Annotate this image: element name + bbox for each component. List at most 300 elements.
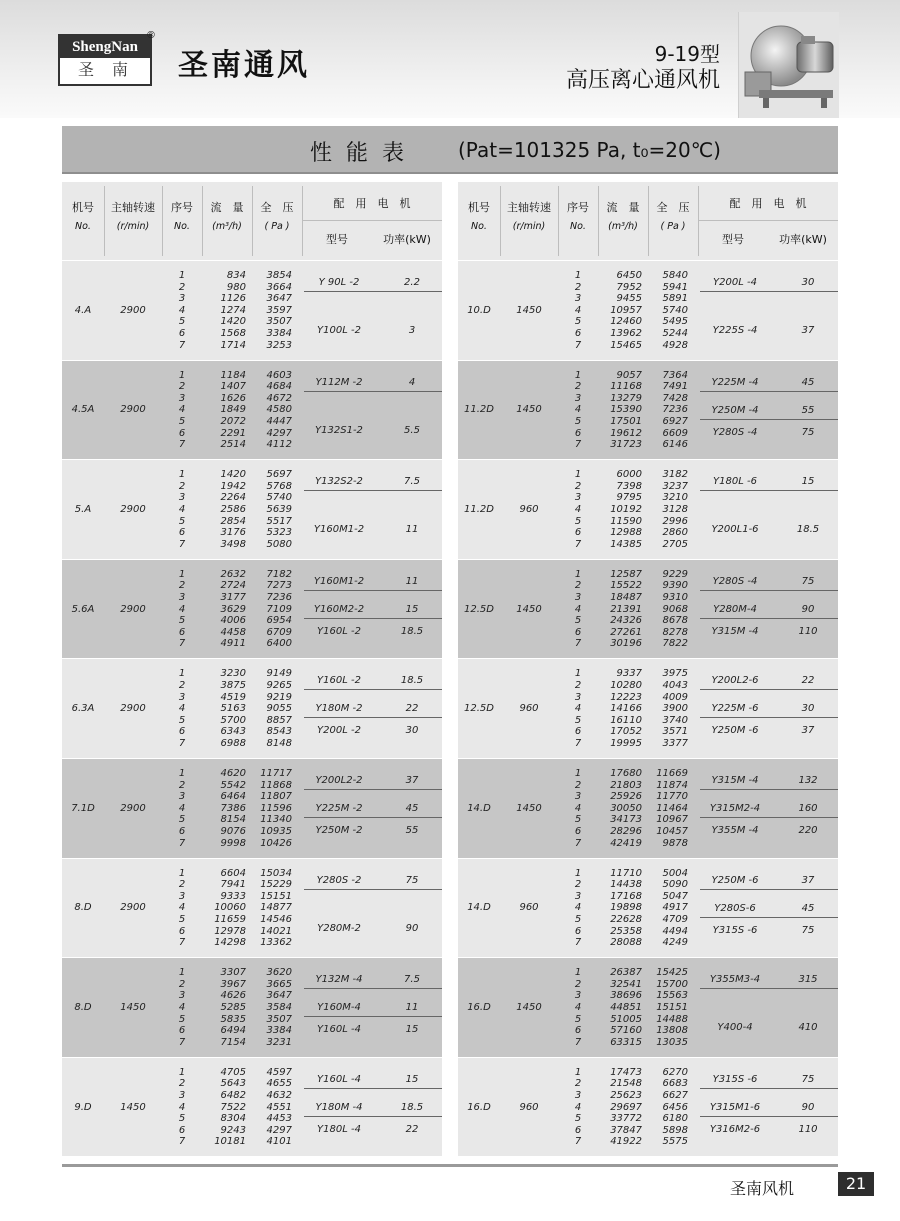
motor-divider [700, 1116, 838, 1117]
pressure-value: 7273 [266, 580, 292, 592]
motor-power: 18.5 [796, 524, 820, 536]
flow-value: 44851 [610, 1001, 642, 1013]
fan-product-image [738, 12, 839, 118]
motor-divider [700, 618, 838, 619]
seq-value: 2 [178, 679, 186, 691]
performance-table-title [62, 126, 838, 174]
seq-value: 2 [574, 480, 582, 492]
flow-value: 13279 [610, 392, 642, 404]
seq-value: 2 [574, 1078, 582, 1090]
flow-value: 1714 [220, 339, 246, 351]
flow-value: 24326 [610, 615, 642, 627]
shaft-speed: 960 [519, 902, 539, 914]
seq-column [570, 768, 586, 849]
pressure-column [258, 768, 292, 849]
seq-value: 4 [574, 404, 582, 416]
seq-value: 7 [574, 937, 582, 949]
seq-value: 2 [574, 779, 582, 791]
header-flow: 流 量 (m³/h) [606, 201, 640, 232]
flow-value: 2264 [220, 492, 246, 504]
seq-column [174, 270, 190, 351]
pressure-value: 5517 [266, 515, 292, 527]
registered-mark: ® [146, 30, 156, 41]
seq-value: 4 [574, 1101, 582, 1113]
pressure-value: 4249 [662, 937, 688, 949]
pressure-value: 5090 [662, 879, 688, 891]
flow-value: 1568 [220, 327, 246, 339]
motor-power: 37 [801, 874, 815, 886]
shaft-speed: 1450 [516, 304, 542, 316]
shaft-speed: 2900 [120, 503, 146, 515]
motor-power: 90 [801, 1101, 815, 1113]
seq-value: 5 [178, 316, 186, 328]
pressure-value: 3210 [662, 492, 688, 504]
motor-divider [304, 490, 442, 491]
seq-value: 6 [574, 726, 582, 738]
seq-column [174, 569, 190, 650]
flow-value: 4620 [220, 768, 246, 779]
pressure-value: 3854 [266, 270, 292, 281]
flow-value: 8154 [220, 814, 246, 826]
motor-row [700, 673, 838, 693]
pressure-value: 3647 [266, 990, 292, 1002]
pressure-column [258, 370, 292, 451]
flow-value: 4006 [220, 615, 246, 627]
flow-value: 4911 [220, 638, 246, 650]
flow-value: 26387 [610, 967, 642, 979]
machine-no: 4.5A [71, 404, 95, 416]
motor-power: 55 [801, 404, 815, 416]
motor-row [304, 275, 442, 295]
seq-value: 7 [574, 638, 582, 650]
flow-value: 4705 [220, 1066, 246, 1078]
flow-value: 12587 [610, 568, 642, 580]
machine-no: 16.D [467, 1101, 491, 1113]
motor-power: 37 [801, 325, 815, 336]
motor-model: Y200L2-2 [315, 775, 363, 786]
motor-divider [304, 1088, 442, 1089]
seq-value: 5 [178, 913, 186, 925]
seq-value: 5 [574, 714, 582, 726]
pressure-value: 4101 [266, 1136, 292, 1148]
motor-row [304, 921, 442, 941]
performance-table-right [458, 182, 838, 1157]
flow-column [202, 668, 246, 749]
motor-row [700, 972, 838, 992]
motor-model: Y225M -2 [315, 803, 363, 814]
pressure-value: 4672 [266, 392, 292, 404]
motor-model: Y315M -4 [711, 625, 759, 637]
shaft-speed: 1450 [516, 603, 542, 615]
flow-value: 10060 [214, 902, 246, 914]
motor-divider [304, 988, 442, 989]
machine-no: 8.D [74, 902, 92, 914]
motor-model: Y250M -2 [315, 825, 363, 836]
motor-power: 110 [798, 1123, 818, 1135]
pressure-value: 3571 [662, 726, 688, 738]
seq-value: 4 [178, 802, 186, 814]
flow-value: 11659 [214, 913, 246, 925]
seq-value: 1 [178, 668, 186, 680]
motor-row [304, 773, 442, 793]
flow-value: 41922 [610, 1136, 642, 1148]
motor-row [304, 972, 442, 992]
machine-no: 16.D [467, 1001, 491, 1013]
flow-value: 17052 [610, 726, 642, 738]
pressure-value: 15034 [260, 867, 292, 879]
motor-power: 30 [405, 725, 419, 737]
flow-column [202, 270, 246, 351]
flow-value: 18487 [610, 591, 642, 603]
seq-value: 4 [574, 703, 582, 715]
shaft-speed: 2900 [120, 802, 146, 814]
motor-model: Y355M3-4 [709, 974, 761, 986]
pressure-value: 7491 [662, 381, 688, 393]
pressure-value: 5639 [266, 503, 292, 515]
flow-value: 3498 [220, 538, 246, 550]
seq-value: 7 [178, 439, 186, 451]
pressure-column [654, 868, 688, 949]
pressure-value: 6609 [662, 427, 688, 439]
seq-value: 2 [574, 381, 582, 393]
pressure-value: 15151 [260, 890, 292, 902]
pressure-value: 6954 [266, 615, 292, 627]
seq-value: 7 [178, 1036, 186, 1048]
seq-value: 5 [178, 1113, 186, 1125]
seq-value: 6 [574, 427, 582, 439]
seq-value: 7 [178, 538, 186, 550]
seq-value: 6 [574, 1025, 582, 1037]
shaft-speed: 1450 [516, 1001, 542, 1013]
motor-model: Y200L -2 [317, 725, 361, 737]
flow-value: 37847 [610, 1124, 642, 1136]
pressure-value: 9390 [662, 580, 688, 592]
seq-value: 2 [178, 879, 186, 891]
flow-value: 7952 [616, 281, 642, 293]
seq-value: 3 [574, 492, 582, 504]
seq-value: 1 [178, 1066, 186, 1078]
seq-value: 3 [574, 392, 582, 404]
flow-value: 15522 [610, 580, 642, 592]
motor-divider [304, 391, 442, 392]
seq-value: 2 [574, 978, 582, 990]
seq-column [570, 469, 586, 550]
shaft-speed: 2900 [120, 703, 146, 715]
seq-column [570, 270, 586, 351]
flow-value: 5163 [220, 703, 246, 715]
seq-value: 4 [574, 503, 582, 515]
pressure-value: 4297 [266, 427, 292, 439]
seq-value: 2 [574, 879, 582, 891]
seq-value: 1 [178, 369, 186, 381]
seq-column [174, 868, 190, 949]
flow-value: 25623 [610, 1089, 642, 1101]
pressure-value: 8678 [662, 615, 688, 627]
pressure-value: 9219 [266, 691, 292, 703]
footer-divider [62, 1164, 838, 1167]
pressure-value: 11669 [656, 768, 688, 779]
shaft-speed: 2900 [120, 902, 146, 914]
flow-value: 1407 [220, 381, 246, 393]
flow-value: 3875 [220, 679, 246, 691]
motor-power: 4 [408, 376, 416, 388]
pressure-value: 5768 [266, 480, 292, 492]
flow-column [202, 569, 246, 650]
motor-power: 11 [405, 575, 419, 587]
performance-table-left [62, 182, 442, 1157]
flow-value: 17168 [610, 890, 642, 902]
seq-value: 7 [178, 937, 186, 949]
title-conditions: (Pat=101325 Pa, t₀=20℃) [458, 138, 721, 162]
seq-value: 5 [178, 814, 186, 826]
flow-column [202, 370, 246, 451]
seq-value: 6 [574, 327, 582, 339]
motor-divider [700, 490, 838, 491]
pressure-column [654, 1067, 688, 1148]
performance-group [62, 858, 442, 958]
page-number: 21 [838, 1172, 874, 1196]
flow-column [598, 569, 642, 650]
seq-column [570, 967, 586, 1048]
motor-model: Y160L -2 [317, 625, 361, 637]
seq-value: 6 [178, 1124, 186, 1136]
motor-power: 30 [801, 277, 815, 288]
seq-value: 1 [178, 867, 186, 879]
motor-divider [700, 917, 838, 918]
seq-column [570, 868, 586, 949]
motor-model: Y280S -2 [316, 874, 362, 886]
pressure-value: 4603 [266, 369, 292, 381]
motor-divider [304, 689, 442, 690]
motor-power: 75 [801, 1073, 815, 1085]
motor-power: 37 [405, 775, 419, 786]
performance-group [458, 559, 838, 659]
motor-power: 30 [801, 703, 815, 715]
flow-value: 1626 [220, 392, 246, 404]
pressure-value: 9310 [662, 591, 688, 603]
motor-power: 22 [801, 675, 815, 687]
seq-value: 1 [574, 668, 582, 680]
seq-value: 4 [178, 503, 186, 515]
performance-group [458, 858, 838, 958]
motor-model: Y315M -4 [711, 775, 759, 786]
flow-value: 38696 [610, 990, 642, 1002]
motor-model: Y132S1-2 [315, 424, 363, 436]
seq-value: 6 [178, 626, 186, 638]
motor-power: 22 [405, 703, 419, 715]
motor-row [304, 323, 442, 343]
motor-power: 75 [801, 924, 815, 936]
flow-value: 6464 [220, 791, 246, 803]
flow-value: 5285 [220, 1001, 246, 1013]
motor-row [700, 425, 838, 445]
flow-value: 12460 [610, 316, 642, 328]
seq-value: 3 [574, 293, 582, 305]
flow-value: 10280 [610, 679, 642, 691]
motor-model: Y160M1-2 [313, 524, 365, 536]
seq-value: 2 [178, 978, 186, 990]
machine-no: 9.D [74, 1101, 92, 1113]
pressure-value: 3975 [662, 668, 688, 680]
motor-model: Y200L2-6 [711, 675, 759, 687]
motor-model: Y200L1-6 [711, 524, 759, 536]
flow-value: 30196 [610, 638, 642, 650]
motor-power: 75 [801, 426, 815, 438]
motor-power: 132 [798, 775, 818, 786]
performance-group [62, 459, 442, 559]
flow-value: 21391 [610, 603, 642, 615]
performance-group [458, 957, 838, 1057]
flow-value: 9998 [220, 837, 246, 849]
flow-column [598, 868, 642, 949]
seq-value: 3 [178, 791, 186, 803]
pressure-value: 13808 [656, 1025, 688, 1037]
motor-row [700, 624, 838, 644]
flow-value: 2586 [220, 503, 246, 515]
performance-group [62, 559, 442, 659]
motor-power: 7.5 [404, 476, 420, 488]
flow-column [202, 868, 246, 949]
pressure-value: 9878 [662, 837, 688, 849]
pressure-value: 3664 [266, 281, 292, 293]
motor-divider [700, 717, 838, 718]
flow-column [202, 768, 246, 849]
seq-value: 4 [178, 603, 186, 615]
footer-company: 圣南风机 [730, 1179, 795, 1198]
flow-value: 28088 [610, 937, 642, 949]
seq-value: 6 [178, 527, 186, 539]
motor-divider [700, 789, 838, 790]
motor-row [700, 723, 838, 743]
machine-no: 11.2D [464, 404, 494, 416]
motor-model: Y315M1-6 [709, 1101, 761, 1113]
pressure-value: 5891 [662, 293, 688, 305]
machine-no: 14.D [467, 902, 491, 914]
header-pressure: 全 压 ( Pa ) [260, 201, 294, 232]
motor-model: Y316M2-6 [709, 1123, 761, 1135]
seq-value: 6 [178, 427, 186, 439]
motor-row [304, 873, 442, 893]
seq-value: 3 [178, 990, 186, 1002]
seq-value: 6 [178, 327, 186, 339]
seq-value: 1 [178, 967, 186, 979]
flow-value: 10181 [214, 1136, 246, 1148]
pressure-value: 5495 [662, 316, 688, 328]
flow-column [202, 1067, 246, 1148]
pressure-value: 9149 [266, 668, 292, 680]
motor-power: 90 [801, 603, 815, 615]
pressure-value: 11596 [260, 802, 292, 814]
pressure-value: 15229 [260, 879, 292, 891]
motor-divider [304, 817, 442, 818]
logo-chinese: 圣南 [77, 62, 146, 79]
motor-model: Y180L -6 [713, 476, 757, 488]
seq-value: 5 [178, 714, 186, 726]
motor-model: Y250M -4 [711, 404, 759, 416]
seq-value: 1 [178, 768, 186, 779]
flow-value: 11710 [610, 867, 642, 879]
seq-value: 6 [178, 825, 186, 837]
pressure-value: 4597 [266, 1066, 292, 1078]
flow-value: 16110 [610, 714, 642, 726]
seq-value: 5 [178, 515, 186, 527]
flow-value: 9337 [616, 668, 642, 680]
seq-value: 1 [574, 1066, 582, 1078]
pressure-value: 5898 [662, 1124, 688, 1136]
flow-value: 8304 [220, 1113, 246, 1125]
motor-power: 3 [408, 325, 416, 336]
motor-model: Y225S -4 [712, 325, 758, 336]
seq-value: 6 [178, 726, 186, 738]
pressure-value: 14877 [260, 902, 292, 914]
performance-group [458, 1057, 838, 1157]
flow-value: 11590 [610, 515, 642, 527]
brand-name: 圣南通风 [178, 48, 310, 83]
flow-column [202, 469, 246, 550]
flow-value: 12978 [214, 925, 246, 937]
seq-value: 6 [574, 925, 582, 937]
motor-model: Y160M2-2 [313, 603, 365, 615]
seq-value: 6 [574, 626, 582, 638]
motor-divider [304, 1016, 442, 1017]
motor-power: 45 [801, 902, 815, 914]
motor-model: Y250M -6 [711, 874, 759, 886]
motor-row [700, 375, 838, 395]
pressure-value: 14546 [260, 913, 292, 925]
motor-row [700, 275, 838, 295]
flow-value: 3177 [220, 591, 246, 603]
flow-value: 6494 [220, 1025, 246, 1037]
seq-value: 3 [178, 392, 186, 404]
flow-value: 22628 [610, 913, 642, 925]
motor-row [304, 801, 442, 821]
seq-value: 4 [574, 603, 582, 615]
seq-value: 4 [178, 404, 186, 416]
pressure-column [258, 1067, 292, 1148]
flow-value: 9333 [220, 890, 246, 902]
motor-model: Y100L -2 [317, 325, 361, 336]
flow-value: 14385 [610, 538, 642, 550]
flow-value: 21548 [610, 1078, 642, 1090]
flow-value: 1274 [220, 304, 246, 316]
motor-row [304, 602, 442, 622]
shaft-speed: 2900 [120, 404, 146, 416]
seq-value: 1 [178, 270, 186, 281]
performance-group [62, 1057, 442, 1157]
flow-value: 25926 [610, 791, 642, 803]
seq-value: 2 [178, 580, 186, 592]
pressure-value: 11717 [260, 768, 292, 779]
flow-value: 12223 [610, 691, 642, 703]
pressure-value: 4551 [266, 1101, 292, 1113]
performance-group [458, 260, 838, 360]
flow-value: 2072 [220, 415, 246, 427]
flow-column [598, 270, 642, 351]
pressure-value: 6146 [662, 439, 688, 451]
motor-model: Y355M -4 [711, 825, 759, 836]
pressure-value: 11874 [656, 779, 688, 791]
flow-value: 12988 [610, 527, 642, 539]
pressure-value: 5840 [662, 270, 688, 281]
motor-model: Y112M -2 [315, 376, 363, 388]
motor-row [700, 574, 838, 594]
pressure-value: 3665 [266, 978, 292, 990]
pressure-value: 15700 [656, 978, 688, 990]
motor-power: 75 [801, 575, 815, 587]
shaft-speed: 2900 [120, 304, 146, 316]
company-logo [58, 34, 152, 86]
shaft-speed: 960 [519, 1101, 539, 1113]
